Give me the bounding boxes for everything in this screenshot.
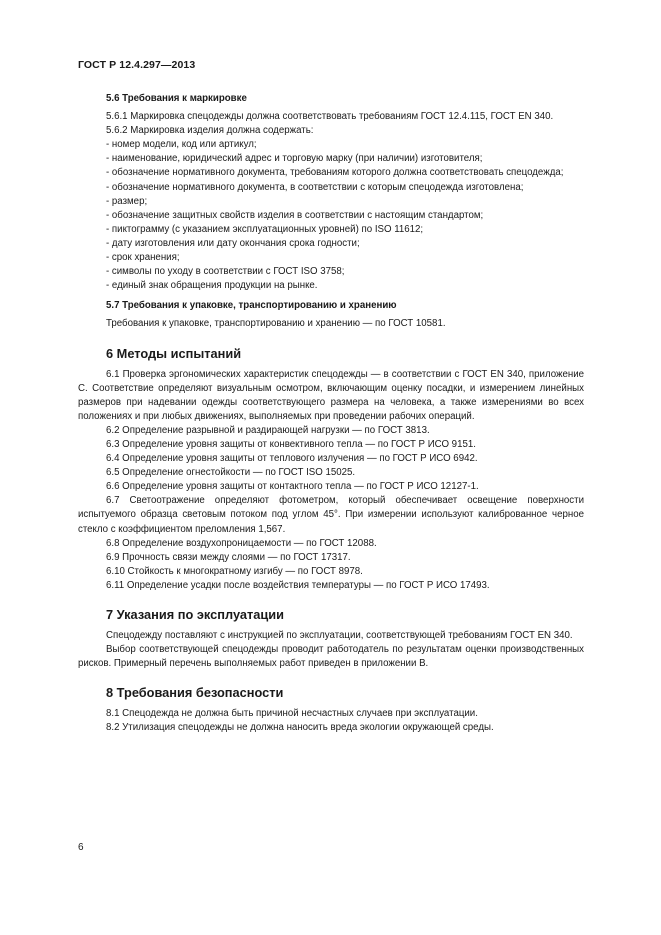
section-5-7-heading: 5.7 Требования к упаковке, транспортированию и хранению bbox=[106, 300, 397, 312]
list-item: - символы по уходу в соответствии с ГОСТ ISO 3758; bbox=[106, 266, 345, 278]
paragraph-6-7: 6.7 Светоотражение определяют фотометром, который обеспечивает освещение поверхности испытуемого образца световым потоком под углом 45°. При измерении используют калиброванное черное стекло с коэффициентом преломления 1,567. bbox=[78, 495, 584, 535]
paragraph-5-6-2: 5.6.2 Маркировка изделия должна содержать: bbox=[106, 125, 314, 137]
section-5-6-heading: 5.6 Требования к маркировке bbox=[106, 93, 247, 104]
list-item: - размер; bbox=[106, 195, 148, 207]
list-item: - срок хранения; bbox=[106, 252, 180, 264]
paragraph-6-3: 6.3 Определение уровня защиты от конвективного тепла — по ГОСТ Р ИСО 9151. bbox=[106, 438, 476, 450]
paragraph-6-2: 6.2 Определение разрывной и раздирающей нагрузки — по ГОСТ 3813. bbox=[106, 424, 430, 436]
paragraph-6-10: 6.10 Стойкость к многократному изгибу — по ГОСТ 8978. bbox=[106, 565, 363, 577]
section-7-heading: 7 Указания по эксплуатации bbox=[106, 607, 285, 622]
list-item: - обозначение защитных свойств изделия в соответствии с настоящим стандартом; bbox=[106, 209, 484, 221]
section-6-heading: 6 Методы испытаний bbox=[106, 345, 242, 361]
paragraph-6-8: 6.8 Определение воздухопроницаемости — по ГОСТ 12088. bbox=[106, 537, 377, 549]
paragraph-7-1: Спецодежду поставляют с инструкцией по эксплуатации, соответствующей требованиям ГОСТ EN 340. bbox=[106, 630, 573, 641]
document-code-header: ГОСТ Р 12.4.297—2013 bbox=[78, 59, 196, 71]
paragraph-8-2: 8.2 Утилизация спецодежды не должна наносить вреда экологии окружающей среды. bbox=[106, 722, 494, 734]
paragraph-6-9: 6.9 Прочность связи между слоями — по ГОСТ 17317. bbox=[106, 551, 351, 563]
page-number: 6 bbox=[78, 842, 84, 853]
paragraph-5-7: Требования к упаковке, транспортированию и хранению — по ГОСТ 10581. bbox=[106, 318, 446, 330]
paragraph-6-11: 6.11 Определение усадки после воздействия температуры — по ГОСТ Р ИСО 17493. bbox=[106, 579, 490, 591]
page-content bbox=[78, 92, 584, 735]
list-item: - обозначение нормативного документа, в соответствии с которым спецодежда изготовлена; bbox=[106, 181, 524, 193]
paragraph-5-6-1: 5.6.1 Маркировка спецодежды должна соответствовать требованиям ГОСТ 12.4.115, ГОСТ EN 340. bbox=[106, 111, 554, 123]
paragraph-6-4: 6.4 Определение уровня защиты от теплового излучения — по ГОСТ Р ИСО 6942. bbox=[106, 453, 478, 465]
paragraph-7-2: Выбор соответствующей спецодежды проводит работодатель по результатам оценки производственных рисков. Примерный перечень выполняемых работ приведен в приложении В. bbox=[78, 644, 584, 670]
list-item: - номер модели, код или артикул; bbox=[106, 139, 257, 151]
paragraph-6-5: 6.5 Определение огнестойкости — по ГОСТ ISO 15025. bbox=[106, 467, 356, 479]
paragraph-8-1: 8.1 Спецодежда не должна быть причиной несчастных случаев при эксплуатации. bbox=[106, 708, 478, 720]
paragraph-6-1: 6.1 Проверка эргономических характеристик спецодежды — в соответствии с ГОСТ EN 340, приложение С. Соответствие определяют визуальным осмотром, включающим оценку посадки, и измерением линейных размеров при надевании одежды соответствующего размера на человека, а также измерениями во всех положениях и при любых движениях, выполняемых при проведении рабочих операций. bbox=[78, 368, 584, 422]
section-8-heading: 8 Требования безопасности bbox=[106, 685, 284, 701]
list-item: - обозначение нормативного документа, требованиям которого должна соответствовать спецодежда; bbox=[106, 167, 564, 179]
paragraph-6-6: 6.6 Определение уровня защиты от контактного тепла — по ГОСТ Р ИСО 12127-1. bbox=[106, 481, 479, 493]
list-item: - пиктограмму (с указанием эксплуатационных уровней) по ISO 11612; bbox=[106, 223, 424, 235]
list-item: - дату изготовления или дату окончания срока годности; bbox=[106, 237, 360, 249]
list-item: - единый знак обращения продукции на рынке. bbox=[106, 280, 318, 292]
list-item: - наименование, юридический адрес и торговую марку (при наличии) изготовителя; bbox=[106, 153, 483, 165]
